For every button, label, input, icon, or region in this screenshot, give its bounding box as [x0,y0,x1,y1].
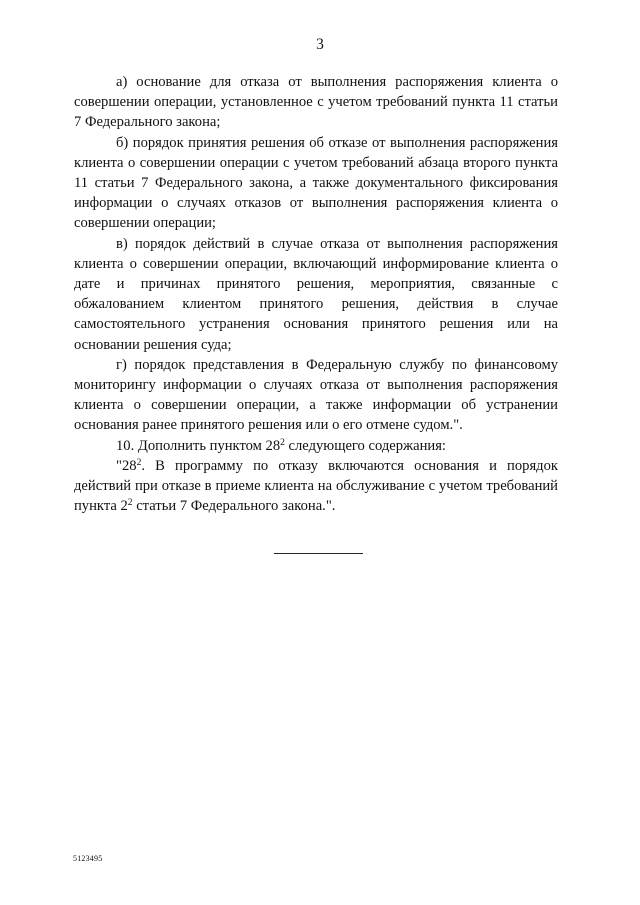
paragraph-g: г) порядок представления в Федеральную службу по финансовому мониторингу информации о случаях отказа от выполнения распоряжения клиента о совершении операции, а также информации об устранении основания ранее принятого решения или о его отмене судом.". [74,356,558,434]
item-28-text-end: статьи 7 Федерального закона.". [132,498,336,515]
item-10-text-start: 10. Дополнить пунктом 28 [116,437,281,454]
item-28-text-middle: . В программу по отказу включаются основания и порядок действий при отказе в приеме клиента на обслуживание с учетом требований пункта 2 [74,457,558,515]
paragraph-b: б) порядок принятия решения об отказе от выполнения распоряжения клиента о совершении операции с учетом требований абзаца второго пункта 11 статьи 7 Федерального закона, а также документального фиксирования информации о случаях отказов от выполнения распоряжения клиента о совершении операции; [74,134,558,232]
paragraph-a: а) основание для отказа от выполнения распоряжения клиента о совершении операции, установленное с учетом требований пункта 11 статьи 7 Федерального закона; [74,74,558,131]
page-number: 3 [316,36,324,53]
item-10-text-end: следующего содержания: [284,437,446,454]
section-divider [274,553,363,554]
document-body [74,72,558,516]
paragraph-v: в) порядок действий в случае отказа от выполнения распоряжения клиента о совершении операции, включающий информирование клиента о дате и причинах принятого решения, мероприятия, связанные с обжалованием клиентом принятого решения, действия в случае самостоятельного устранения основания принятого решения или на основании решения суда; [74,235,558,353]
item-28-text-start: "28 [116,457,137,474]
item-28-superscript-2: 2 [127,498,133,509]
item-28-superscript: 2 [136,457,142,468]
paragraph-item-10 [74,436,558,456]
paragraph-item-28 [74,456,558,517]
item-10-superscript: 2 [280,437,285,448]
document-id: 5123495 [73,854,103,863]
